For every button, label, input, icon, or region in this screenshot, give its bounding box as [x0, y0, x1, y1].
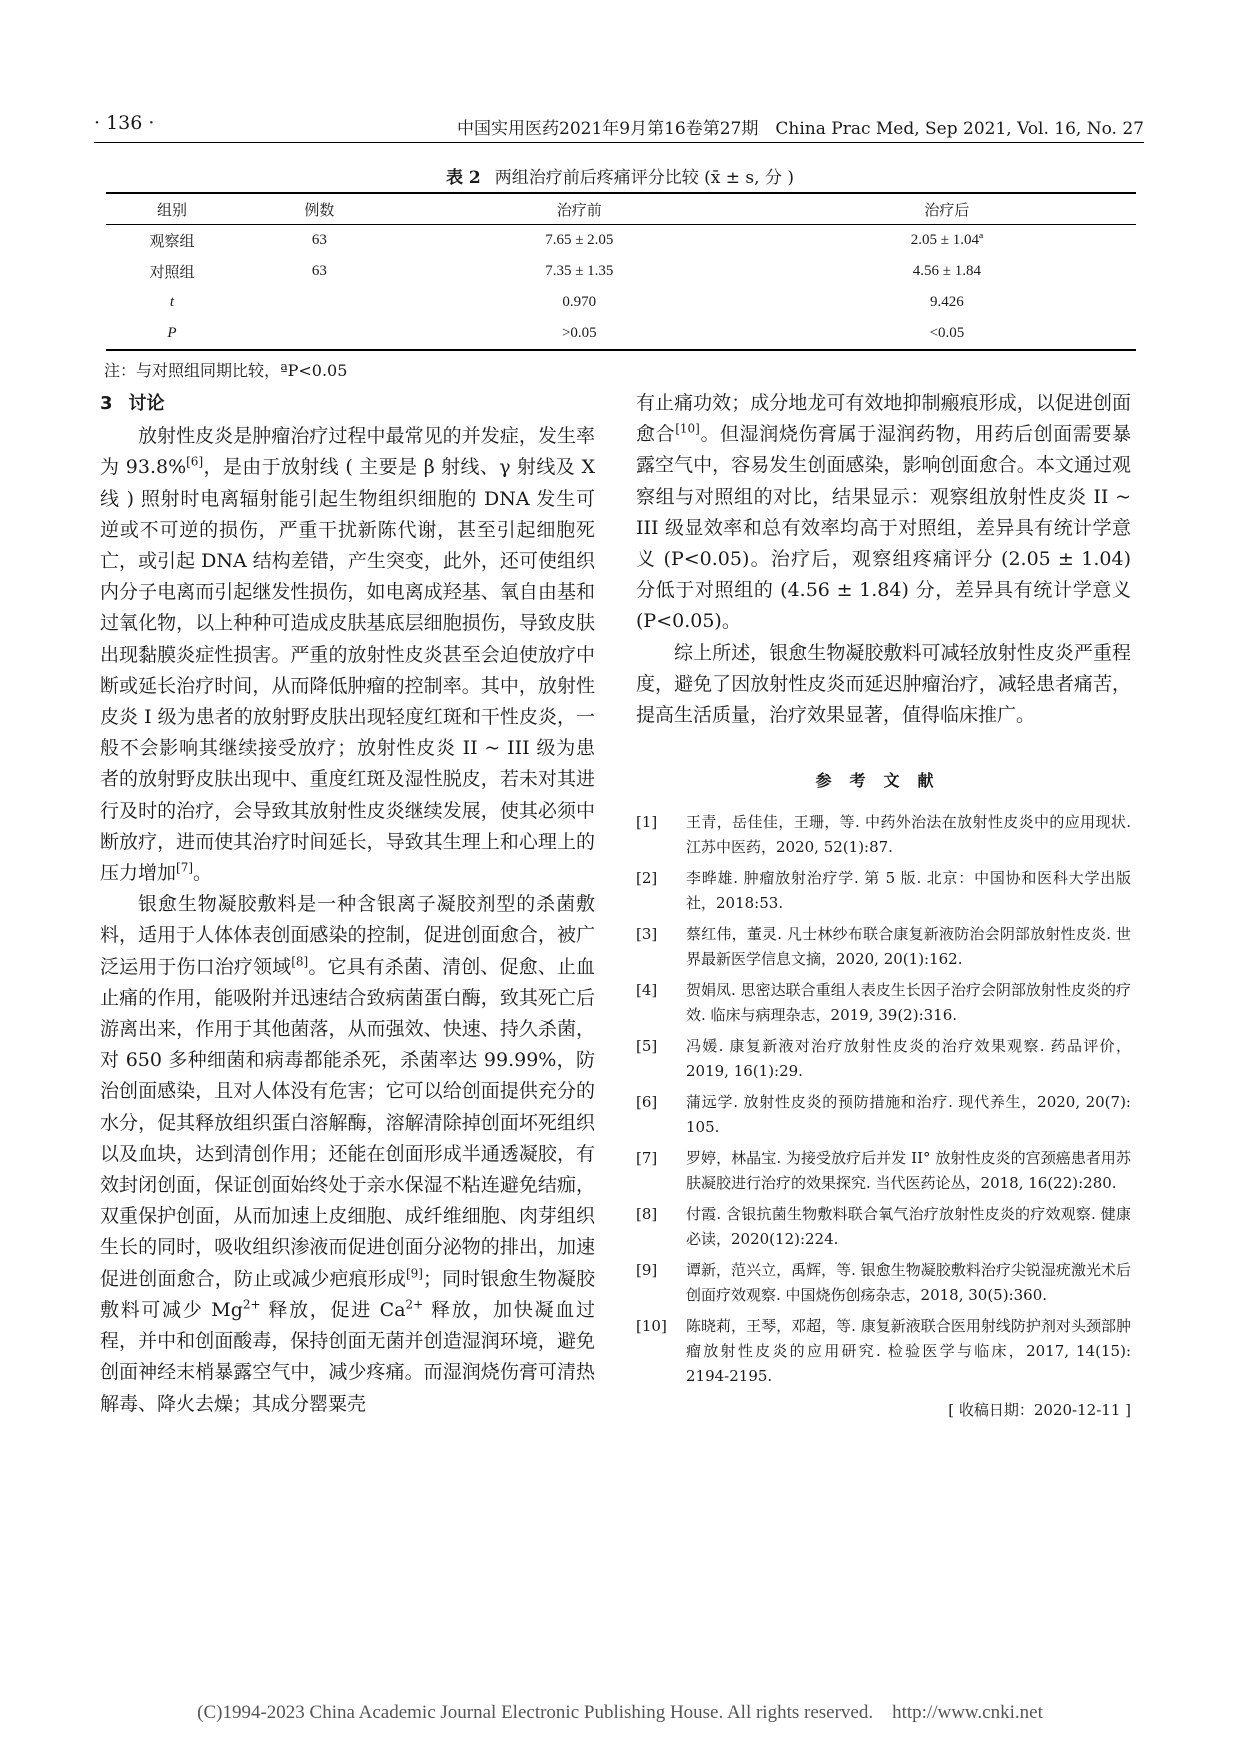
table-cell: [238, 318, 401, 350]
section-heading: [100, 388, 595, 419]
table-cell: t: [169, 294, 175, 310]
col-header-before: 治疗前: [401, 193, 758, 225]
table-row: [106, 318, 1136, 350]
paragraph: 放射性皮炎是肿瘤治疗过程中最常见的并发症，发生率为 93.8%[6]，是由于放射线 ( 主要是 β 射线、γ 射线及 X 线 ) 照射时电离辐射能引起生物组织细胞的 DNA 发生可逆或不可逆的损伤，严重干扰新陈代谢，甚至引起细胞死亡，或引起 DNA 结构差错，产生突变，此外，还可使组织内分子电离而引起继发性损伤，如电离成羟基、氧自由基和过氧化物，以上种种可造成皮肤基底层细胞损伤，导致皮肤出现黏膜炎症性损害。严重的放射性皮炎甚至会迫使放疗中断或延长治疗时间，从而降低肿瘤的控制率。其中，放射性皮炎 I 级为患者的放射野皮肤出现轻度红斑和干性皮炎，一般不会影响其继续接受放疗；放射性皮炎 II ~ III 级为患者的放射野皮肤出现中、重度红斑及湿性脱皮，若未对其进行及时的治疗，会导致其放射性皮炎继续发展，使其必须中断放疗，进而使其治疗时间延长，导致其生理上和心理上的压力增加[7]。: [100, 425, 595, 885]
paragraph: 综上所述，银愈生物凝胶敷料可减轻放射性皮炎严重程度，避免了因放射性皮炎而延迟肿瘤治疗，减轻患者痛苦，提高生活质量，治疗效果显著，值得临床推广。: [636, 641, 1131, 727]
header-rule: [94, 142, 1144, 143]
reference-item: [6] 蒲远学. 放射性皮炎的预防措施和治疗. 现代养生，2020, 20(7): 105.: [636, 1093, 1131, 1137]
reference-item: [2] 李晔雄. 肿瘤放射治疗学. 第 5 版. 北京：中国协和医科大学出版社，2018:53.: [636, 869, 1131, 913]
table-cell: [238, 287, 401, 318]
table-cell: 对照组: [149, 265, 195, 281]
reference-item: [3] 蔡红伟，董灵. 凡士林纱布联合康复新液防治会阴部放射性皮炎. 世界最新医学信息文摘，2020, 20(1):162.: [636, 925, 1131, 969]
table-cell: 观察组: [149, 234, 195, 250]
journal-info: 中国实用医药2021年9月第16卷第27期 China Prac Med, Sep 2021, Vol. 16, No. 27: [457, 119, 1144, 139]
reference-item: [10] 陈晓莉，王琴，邓超，等. 康复新液联合医用射线防护剂对头颈部肿瘤放射性皮炎的应用研究. 检验医学与临床，2017, 14(15): 2194-2195.: [636, 1317, 1131, 1386]
page-number: · 136 ·: [94, 112, 155, 134]
table-cell: 4.56 ± 1.84: [912, 263, 982, 279]
paragraph: 有止痛功效；成分地龙可有效地抑制瘢痕形成，以促进创面愈合[10]。但湿润烧伤膏属于湿润药物，用药后创面需要暴露空气中，容易发生创面感染，影响创面愈合。本文通过观察组与对照组的对比，结果显示：观察组放射性皮炎 II ~ III 级显效率和总有效率均高于对照组，差异具有统计学意义 (P<0.05)。治疗后，观察组疼痛评分 (2.05 ± 1.04) 分低于对照组的 (4.56 ± 1.84) 分，差异具有统计学意义 (P<0.05)。: [636, 392, 1131, 633]
right-column: [636, 388, 1131, 1427]
table-row: [106, 256, 1136, 287]
table-cell: 2.05 ± 1.04ª: [910, 232, 984, 248]
table-cell: 63: [311, 263, 327, 279]
table-header-row: [106, 193, 1136, 225]
citation: [9]: [405, 1266, 423, 1281]
left-column: [100, 388, 595, 1420]
references-heading: 参考文献: [815, 771, 952, 791]
table-cell: 7.65 ± 2.05: [545, 232, 614, 248]
citation: [8]: [291, 954, 309, 969]
table-cell: P: [106, 318, 238, 350]
reference-item: [7] 罗婷，林晶宝. 为接受放疗后并发 II° 放射性皮炎的宫颈癌患者用苏肤凝胶进行治疗的效果探究. 当代医药论丛，2018, 16(22):280.: [636, 1149, 1131, 1193]
table-cell: 63: [311, 232, 327, 248]
reference-item: [5] 冯媛. 康复新液对治疗放射性皮炎的治疗效果观察. 药品评价，2019, 16(1):29.: [636, 1037, 1131, 1081]
col-header-count: 例数: [238, 193, 401, 225]
table-cell: 7.35 ± 1.35: [545, 263, 614, 279]
reference-item: [1] 王青，岳佳佳，王珊，等. 中药外治法在放射性皮炎中的应用现状. 江苏中医药，2020, 52(1):87.: [636, 813, 1131, 857]
reference-list: [636, 810, 1131, 1389]
table-label: 表 2: [446, 168, 481, 188]
citation: [10]: [675, 421, 700, 436]
table-title: 两组治疗前后疼痛评分比较 (x̄ ± s, 分 ): [494, 168, 794, 188]
section-number: 3: [100, 393, 113, 414]
table-row: [106, 225, 1136, 257]
received-date: [ 收稿日期：2020-12-11 ]: [948, 1401, 1131, 1420]
reference-item: [9] 谭新，范兴立，禹辉，等. 银愈生物凝胶敷料治疗尖锐湿疣激光术后创面疗效观察. 中国烧伤创疡杂志，2018, 30(5):360.: [636, 1261, 1131, 1305]
copyright-footer: (C)1994-2023 China Academic Journal Electronic Publishing House. All rights reserved. http://www.cnki.net: [197, 1702, 1043, 1723]
table-cell: <0.05: [758, 318, 1136, 350]
citation: [6]: [186, 455, 204, 470]
reference-item: [8] 付霞. 含银抗菌生物敷料联合氧气治疗放射性皮炎的疗效观察. 健康必读，2020(12):224.: [636, 1205, 1131, 1249]
col-header-after: 治疗后: [758, 193, 1136, 225]
citation: [7]: [176, 860, 194, 875]
col-header-group: 组别: [106, 193, 238, 225]
table-cell: 9.426: [930, 294, 964, 310]
reference-item: [4] 贺娟凤. 思密达联合重组人表皮生长因子治疗会阴部放射性皮炎的疗效. 临床与病理杂志，2019, 39(2):316.: [636, 981, 1131, 1025]
table-row: [106, 287, 1136, 318]
table-caption: [0, 163, 1240, 188]
paragraph: 银愈生物凝胶敷料是一种含银离子凝胶剂型的杀菌敷料，适用于人体体表创面感染的控制，促进创面愈合，被广泛运用于伤口治疗领域[8]。它具有杀菌、清创、促愈、止血止痛的作用，能吸附并迅速结合致病菌蛋白酶，致其死亡后游离出来，作用于其他菌落，从而强效、快速、持久杀菌，对 650 多种细菌和病毒都能杀死，杀菌率达 99.99%，防治创面感染，且对人体没有危害；它可以给创面提供充分的水分，促其释放组织蛋白溶解酶，溶解清除掉创面坏死组织以及血块，达到清创作用；还能在创面形成半通透凝胶，有效封闭创面，保证创面始终处于亲水保湿不粘连避免结痂，双重保护创面，从而加速上皮细胞、成纤维细胞、肉芽组织生长的同时，吸收组织渗液而促进创面分泌物的排出，加速促进创面愈合，防止或减少疤痕形成[9]；同时银愈生物凝胶敷料可减少 $Mg^{2+}$ 释放，促进 $Ca^{2+}$ 释放，加快凝血过程，并中和创面酸毒，保持创面无菌并创造湿润环境，避免创面神经末梢暴露空气中，减少疼痛。而湿润烧伤膏可清热解毒、降火去燥；其成分罂粟壳: [100, 893, 595, 1415]
table-cell: >0.05: [401, 318, 758, 350]
table-cell: 0.970: [562, 294, 597, 310]
table-note: 注：与对照组同期比较，ªP<0.05: [104, 361, 348, 380]
section-title: 讨论: [128, 393, 165, 414]
pain-score-table: [106, 192, 1136, 351]
